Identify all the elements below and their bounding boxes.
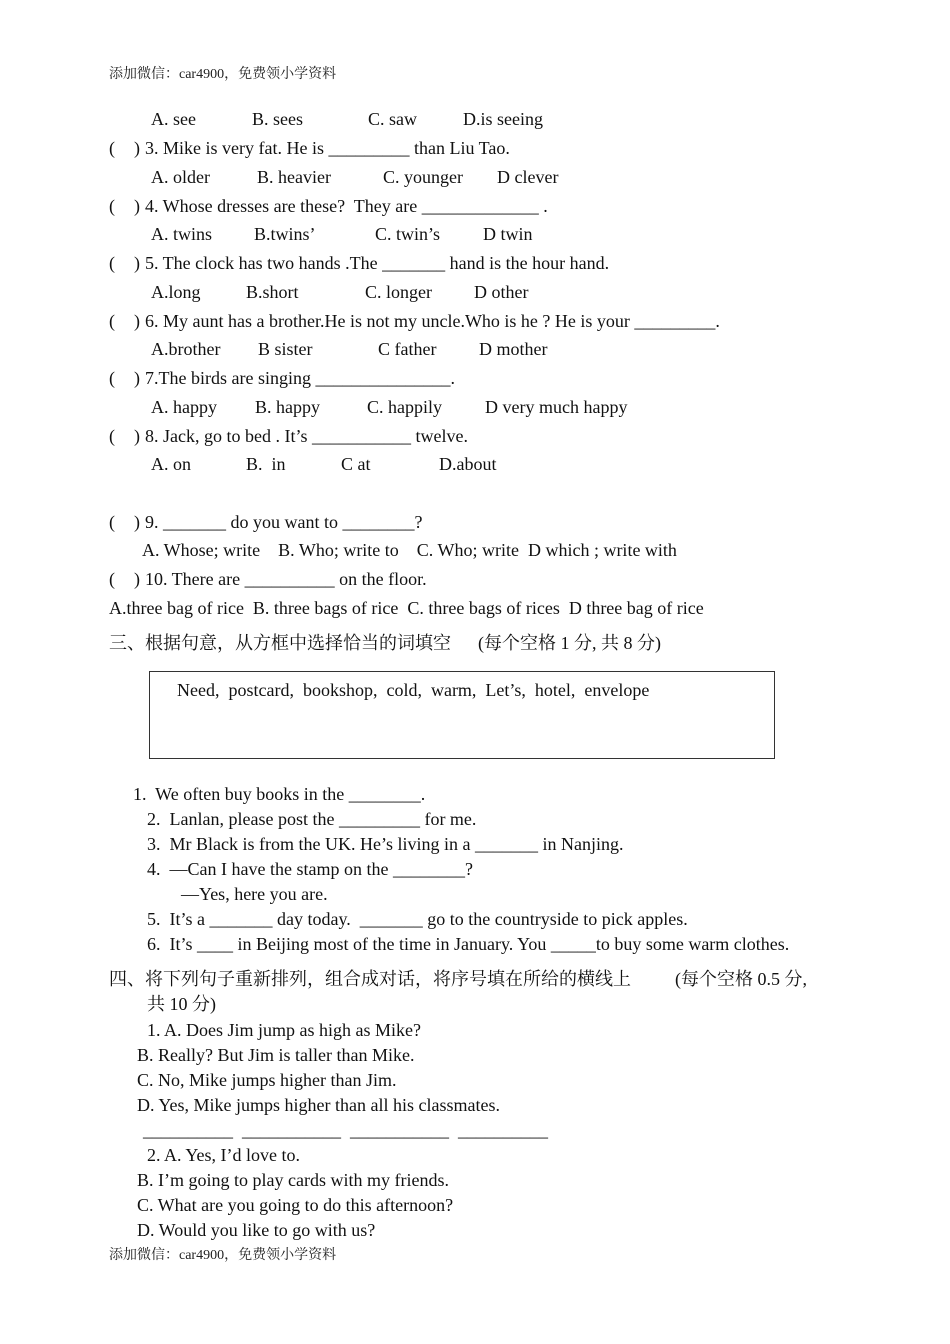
q9-options: A. Whose; write B. Who; write to C. Who; write D which ; write with xyxy=(142,540,677,560)
q7-option-d: D very much happy xyxy=(485,397,628,417)
q2-option-b: B. sees xyxy=(252,109,303,129)
q6-option-b: B sister xyxy=(258,339,313,359)
q8-option-b: B. in xyxy=(246,454,286,474)
q3-option-a: A. older xyxy=(151,167,210,187)
q5-paren-close: ) xyxy=(134,253,140,273)
q4-option-b: B.twins’ xyxy=(254,224,316,244)
part4-g2-line-d: D. Would you like to go with us? xyxy=(137,1220,376,1240)
q4-paren-close: ) xyxy=(134,196,140,216)
q5-paren-open: ( xyxy=(109,253,115,273)
q4-text: 4. Whose dresses are these? They are _____________ . xyxy=(145,196,548,216)
part4-g1-line-a: 1. A. Does Jim jump as high as Mike? xyxy=(147,1020,421,1040)
part4-answer-blanks: __________ ___________ ___________ __________ xyxy=(143,1120,548,1140)
part3-item-4: 4. —Can I have the stamp on the ________? xyxy=(147,859,473,879)
q3-paren-close: ) xyxy=(134,138,140,158)
q4-option-a: A. twins xyxy=(151,224,213,244)
q10-paren-close: ) xyxy=(134,569,140,589)
q9-paren-close: ) xyxy=(134,512,140,532)
q8-option-c: C at xyxy=(341,454,371,474)
part3-item-6: 6. It’s ____ in Beijing most of the time in January. You _____to buy some warm clothes. xyxy=(147,934,790,954)
word-box-words: Need, postcard, bookshop, cold, warm, Let’s, hotel, envelope xyxy=(177,680,650,700)
q5-text: 5. The clock has two hands .The _______ hand is the hour hand. xyxy=(145,253,610,273)
q3-text: 3. Mike is very fat. He is _________ than Liu Tao. xyxy=(145,138,510,158)
part3-item-3: 3. Mr Black is from the UK. He’s living in a _______ in Nanjing. xyxy=(147,834,624,854)
part4-score: (每个空格 0.5 分, xyxy=(675,969,807,989)
header-note: 添加微信：car4900，免费领小学资料 xyxy=(109,67,337,82)
part4-g2-line-b: B. I’m going to play cards with my friends. xyxy=(137,1170,449,1190)
q7-option-a: A. happy xyxy=(151,397,217,417)
q3-paren-open: ( xyxy=(109,138,115,158)
q8-option-d: D.about xyxy=(439,454,497,474)
part4-score-cont: 共 10 分) xyxy=(147,994,216,1014)
part4-title: 四、将下列句子重新排列，组合成对话，将序号填在所给的横线上 xyxy=(109,969,631,989)
part3-item-2: 2. Lanlan, please post the _________ for me. xyxy=(147,809,477,829)
part4-g1-line-d: D. Yes, Mike jumps higher than all his classmates. xyxy=(137,1095,500,1115)
q6-option-d: D mother xyxy=(479,339,548,359)
q7-text: 7.The birds are singing _______________. xyxy=(145,368,455,388)
q10-options: A.three bag of rice B. three bags of rice C. three bags of rices D three bag of rice xyxy=(109,598,704,618)
q7-paren-close: ) xyxy=(134,368,140,388)
q3-option-c: C. younger xyxy=(383,167,463,187)
q10-paren-open: ( xyxy=(109,569,115,589)
q5-option-b: B.short xyxy=(246,282,299,302)
q4-paren-open: ( xyxy=(109,196,115,216)
q5-option-c: C. longer xyxy=(365,282,432,302)
q9-paren-open: ( xyxy=(109,512,115,532)
part3-item-5: 5. It’s a _______ day today. _______ go to the countryside to pick apples. xyxy=(147,909,688,929)
part3-item-4-reply: —Yes, here you are. xyxy=(181,884,328,904)
q8-text: 8. Jack, go to bed . It’s ___________ twelve. xyxy=(145,426,468,446)
q6-paren-close: ) xyxy=(134,311,140,331)
q3-option-d: D clever xyxy=(497,167,559,187)
part3-title: 三、根据句意，从方框中选择恰当的词填空 xyxy=(109,633,451,653)
q7-paren-open: ( xyxy=(109,368,115,388)
q6-option-a: A.brother xyxy=(151,339,221,359)
q3-option-b: B. heavier xyxy=(257,167,331,187)
q4-option-d: D twin xyxy=(483,224,533,244)
q2-option-a: A. see xyxy=(151,109,196,129)
q6-text: 6. My aunt has a brother.He is not my uncle.Who is he ? He is your _________. xyxy=(145,311,720,331)
part3-score: (每个空格 1 分, 共 8 分) xyxy=(478,633,661,653)
q2-option-d: D.is seeing xyxy=(463,109,543,129)
part4-g2-line-c: C. What are you going to do this afternoon? xyxy=(137,1195,454,1215)
footer-note: 添加微信：car4900，免费领小学资料 xyxy=(109,1248,337,1263)
q4-option-c: C. twin’s xyxy=(375,224,441,244)
q8-option-a: A. on xyxy=(151,454,191,474)
q5-option-d: D other xyxy=(474,282,529,302)
q8-paren-close: ) xyxy=(134,426,140,446)
q2-option-c: C. saw xyxy=(368,109,417,129)
q9-text: 9. _______ do you want to ________? xyxy=(145,512,423,532)
part4-g1-line-c: C. No, Mike jumps higher than Jim. xyxy=(137,1070,397,1090)
q7-option-b: B. happy xyxy=(255,397,320,417)
q6-paren-open: ( xyxy=(109,311,115,331)
q8-paren-open: ( xyxy=(109,426,115,446)
part4-g2-line-a: 2. A. Yes, I’d love to. xyxy=(147,1145,301,1165)
part3-item-1: 1. We often buy books in the ________. xyxy=(133,784,426,804)
q7-option-c: C. happily xyxy=(367,397,442,417)
part4-g1-line-b: B. Really? But Jim is taller than Mike. xyxy=(137,1045,415,1065)
q6-option-c: C father xyxy=(378,339,437,359)
q5-option-a: A.long xyxy=(151,282,201,302)
q10-text: 10. There are __________ on the floor. xyxy=(145,569,427,589)
